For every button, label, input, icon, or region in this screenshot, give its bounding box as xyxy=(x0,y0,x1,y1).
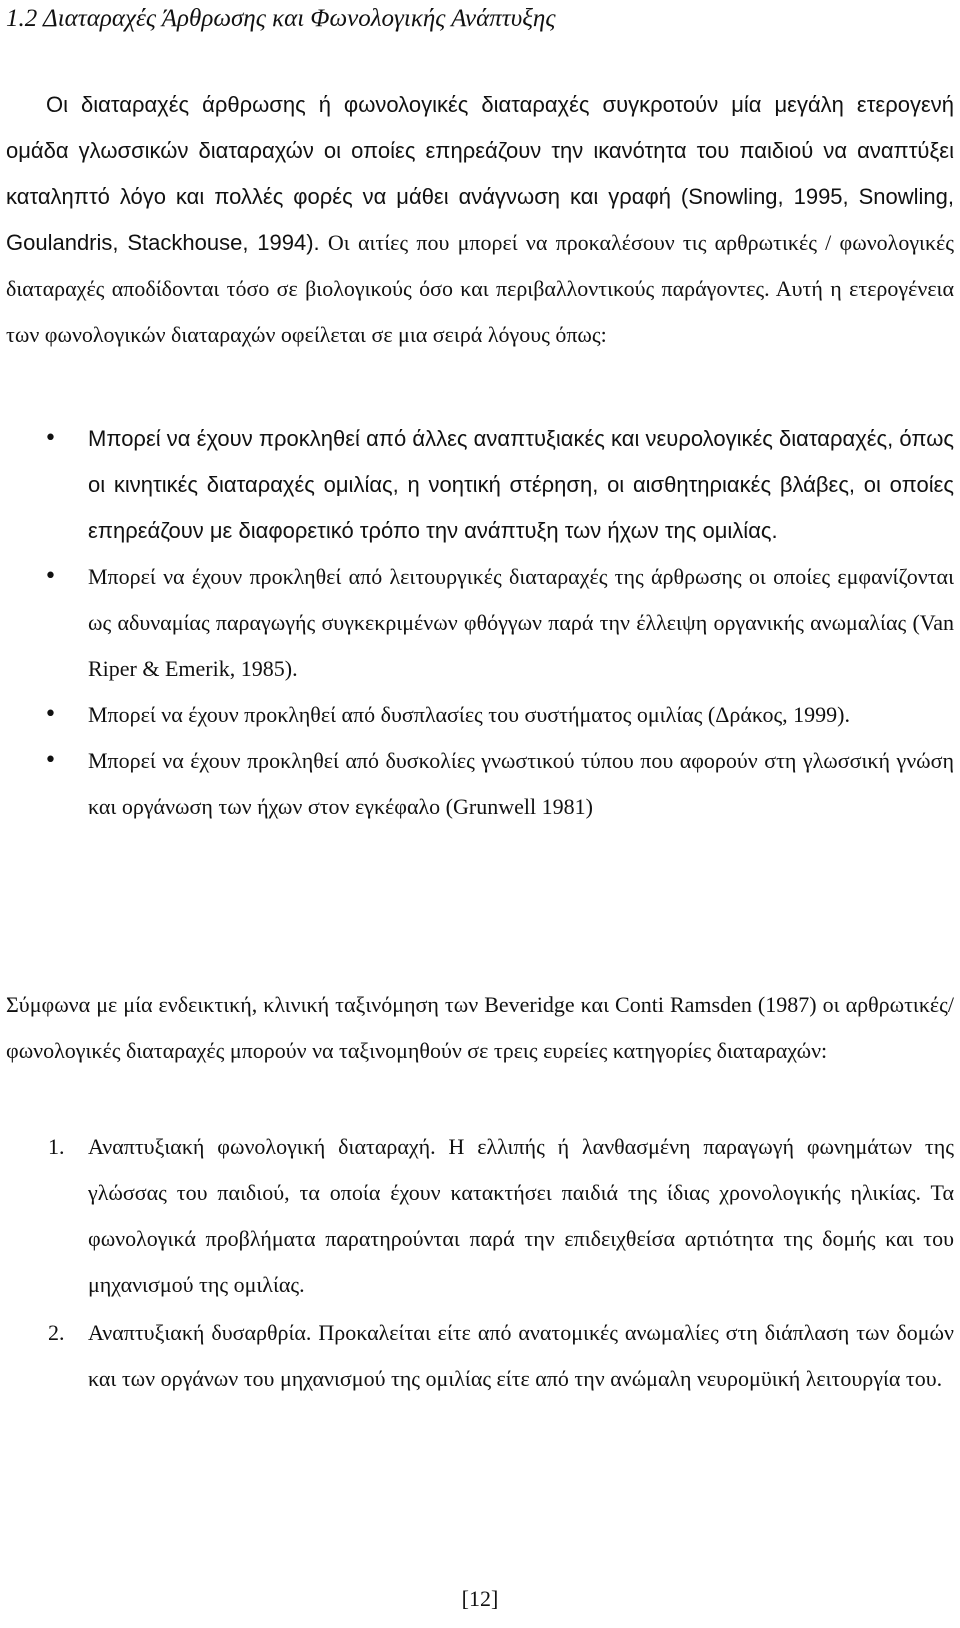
cause-item: • Μπορεί να έχουν προκληθεί από δυσκολίες γνωστικού τύπου που αφορούν στη γλωσσική γνώση και οργάνωση των ήχων στον εγκέφαλο (Grunwell 1981) xyxy=(0,738,954,830)
cause-item: • Μπορεί να έχουν προκληθεί από λειτουργικές διαταραχές της άρθρωσης οι οποίες εμφανίζονται ως αδυναμίας παραγωγής συγκεκριμένων φθόγγων παρά την έλλειψη οργανικής ανωμαλίας (Van Riper & Emerik, 1985). xyxy=(0,554,954,692)
item-number: 1. xyxy=(48,1134,65,1159)
classification-list xyxy=(0,1124,954,1404)
classification-paragraph: Σύμφωνα με μία ενδεικτική, κλινική ταξινόμηση των Beveridge και Conti Ramsden (1987) οι αρθρωτικές/φωνολογικές διαταραχές μπορούν να ταξινομηθούν σε τρεις ευρείες κατηγορίες διαταραχών: xyxy=(6,992,954,1063)
intro-paragraph xyxy=(6,82,954,358)
cause-item: • Μπορεί να έχουν προκληθεί από άλλες αναπτυξιακές και νευρολογικές διαταραχές, όπως οι κινητικές διαταραχές ομιλίας, η νοητική στέρηση, οι αισθητηριακές βλάβες, οι οποίες επηρεάζουν με διαφορετικό τρόπο την ανάπτυξη των ήχων της ομιλίας. xyxy=(0,416,954,554)
page-number: [12] xyxy=(461,1586,499,1611)
section-heading: 1.2 Διαταραχές Άρθρωσης και Φωνολογικής Ανάπτυξης xyxy=(6,5,556,32)
classification-item xyxy=(0,1124,954,1308)
intro-paragraph-part1: Οι διαταραχές άρθρωσης ή φωνολογικές διαταραχές συγκροτούν μία μεγάλη ετερογενή ομάδα γλωσσικών διαταραχών οι οποίες επηρεάζουν την ικανότητα του παιδιού να αναπτύξει καταληπτό λόγο και πολλές φορές να μάθει ανάγνωση και γραφή (Snowling, 1995, Snowling, Goulandris, Stackhouse, 1994). xyxy=(6,92,954,255)
cause-item: • Μπορεί να έχουν προκληθεί από δυσπλασίες του συστήματος ομιλίας (Δράκος, 1999). xyxy=(0,692,954,738)
item-number: 2. xyxy=(48,1320,65,1345)
causes-list xyxy=(0,416,954,830)
classification-item xyxy=(0,1310,954,1402)
intro-paragraph-part2: Οι αιτίες που μπορεί να προκαλέσουν τις αρθρωτικές / φωνολογικές διαταραχές αποδίδονται τόσο σε βιολογικούς όσο και περιβαλλοντικούς παράγοντες. Αυτή η ετερογένεια των φωνολογικών διαταραχών οφείλεται σε μια σειρά λόγους όπως: xyxy=(6,230,955,347)
item-text: Αναπτυξιακή φωνολογική διαταραχή. Η ελλιπής ή λανθασμένη παραγωγή φωνημάτων της γλώσσας του παιδιού, τα οποία έχουν κατακτήσει παιδιά της ίδιας χρονολογικής ηλικίας. Τα φωνολογικά προβλήματα παρατηρούνται παρά την επιδειχθείσα αρτιότητα της δομής και του μηχανισμού της ομιλίας. xyxy=(88,1134,954,1297)
item-text: Αναπτυξιακή δυσαρθρία. Προκαλείται είτε από ανατομικές ανωμαλίες στη διάπλαση των δομών και των οργάνων του μηχανισμού της ομιλίας είτε από την ανώμαλη νευρομϋική λειτουργία του. xyxy=(88,1320,954,1391)
